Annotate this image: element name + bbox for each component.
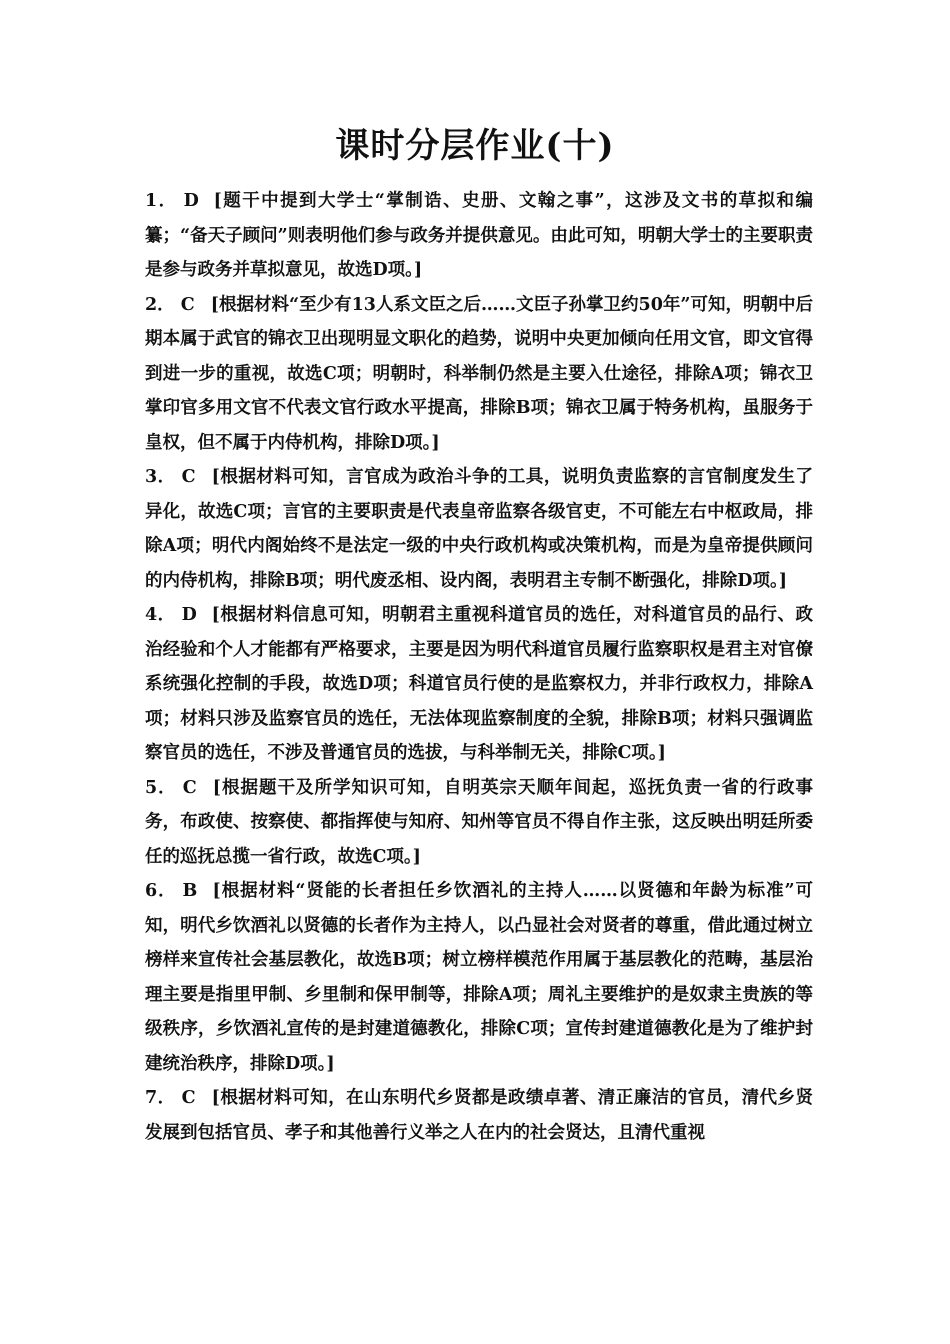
item-answer: C [181, 467, 196, 487]
item-number: 1． [145, 191, 178, 211]
answer-list [145, 184, 813, 1150]
item-number: 3． [145, 467, 176, 487]
item-number: 4． [145, 605, 176, 625]
page-title: 课时分层作业(十) [335, 126, 615, 166]
answer-item [145, 460, 813, 598]
answer-item [145, 184, 813, 288]
item-explanation: [根据材料“至少有13人系文臣之后……文臣子孙掌卫约50年”可知，明朝中后期本属于武官的锦衣卫出现明显文职化的趋势，说明中央更加倾向任用文官，即文官得到进一步的重视，故选C项；明朝时，科举制仍然是主要入仕途径，排除A项；锦衣卫掌印官多用文官不代表文官行政水平提高，排除B项；锦衣卫属于特务机构，虽服务于皇权，但不属于内侍机构，排除D项。] [145, 294, 813, 453]
item-explanation: [根据材料信息可知，明朝君主重视科道官员的选任，对科道官员的品行、政治经验和个人才能都有严格要求，主要是因为明代科道官员履行监察职权是君主对官僚系统强化控制的手段，故选D项；科道官员行使的是监察权力，并非行政权力，排除A项；材料只涉及监察官员的选任，无法体现监察制度的全貌，排除B项；材料只强调监察官员的选任，不涉及普通官员的选拔，与科举制无关，排除C项。] [145, 605, 813, 763]
item-number: 7． [145, 1088, 176, 1108]
item-explanation: [根据题干及所学知识可知，自明英宗天顺年间起，巡抚负责一省的行政事务，布政使、按察使、都指挥使与知府、知州等官员不得自作主张，这反映出明廷所委任的巡抚总揽一省行政，故选C项。] [145, 777, 813, 867]
answer-item [145, 771, 813, 875]
item-answer: D [181, 605, 197, 625]
item-explanation: [根据材料“贤能的长者担任乡饮酒礼的主持人……以贤德和年龄为标准”可知，明代乡饮酒礼以贤德的长者作为主持人，以凸显社会对贤者的尊重，借此通过树立榜样来宣传社会基层教化，故选B项；树立榜样模范作用属于基层教化的范畴，基层治理主要是指里甲制、乡里制和保甲制等，排除A项；周礼主要维护的是奴隶主贵族的等级秩序，乡饮酒礼宣传的是封建道德教化，排除C项；宣传封建道德教化是为了维护封建统治秩序，排除D项。] [145, 881, 813, 1074]
item-answer: C [180, 294, 195, 315]
answer-item [145, 288, 813, 461]
item-explanation: [根据材料可知，在山东明代乡贤都是政绩卓著、清正廉洁的官员，清代乡贤发展到包括官员、孝子和其他善行义举之人在内的社会贤达，且清代重视 [145, 1088, 813, 1143]
item-explanation: [根据材料可知，言官成为政治斗争的工具，说明负责监察的言官制度发生了异化，故选C项；言官的主要职责是代表皇帝监察各级官吏，不可能左右中枢政局，排除A项；明代内阁始终不是法定一级的中央行政机构或决策机构，而是为皇帝提供顾问的内侍机构，排除B项；明代废丞相、设内阁，表明君主专制不断强化，排除D项。] [145, 467, 813, 591]
answer-item [145, 874, 813, 1081]
item-answer: C [181, 1088, 196, 1108]
answer-item [145, 1081, 813, 1150]
item-answer: B [182, 881, 198, 901]
item-answer: C [182, 777, 197, 798]
item-number: 5． [145, 777, 177, 798]
item-explanation: [题干中提到大学士“掌制诰、史册、文翰之事”，这涉及文书的草拟和编纂；“备天子顾问”则表明他们参与政务并提供意见。由此可知，明朝大学士的主要职责是参与政务并草拟意见，故选D项。] [145, 191, 813, 280]
item-number: 2． [145, 294, 175, 315]
item-number: 6． [145, 881, 177, 901]
answer-item [145, 598, 813, 771]
item-answer: D [183, 191, 199, 211]
